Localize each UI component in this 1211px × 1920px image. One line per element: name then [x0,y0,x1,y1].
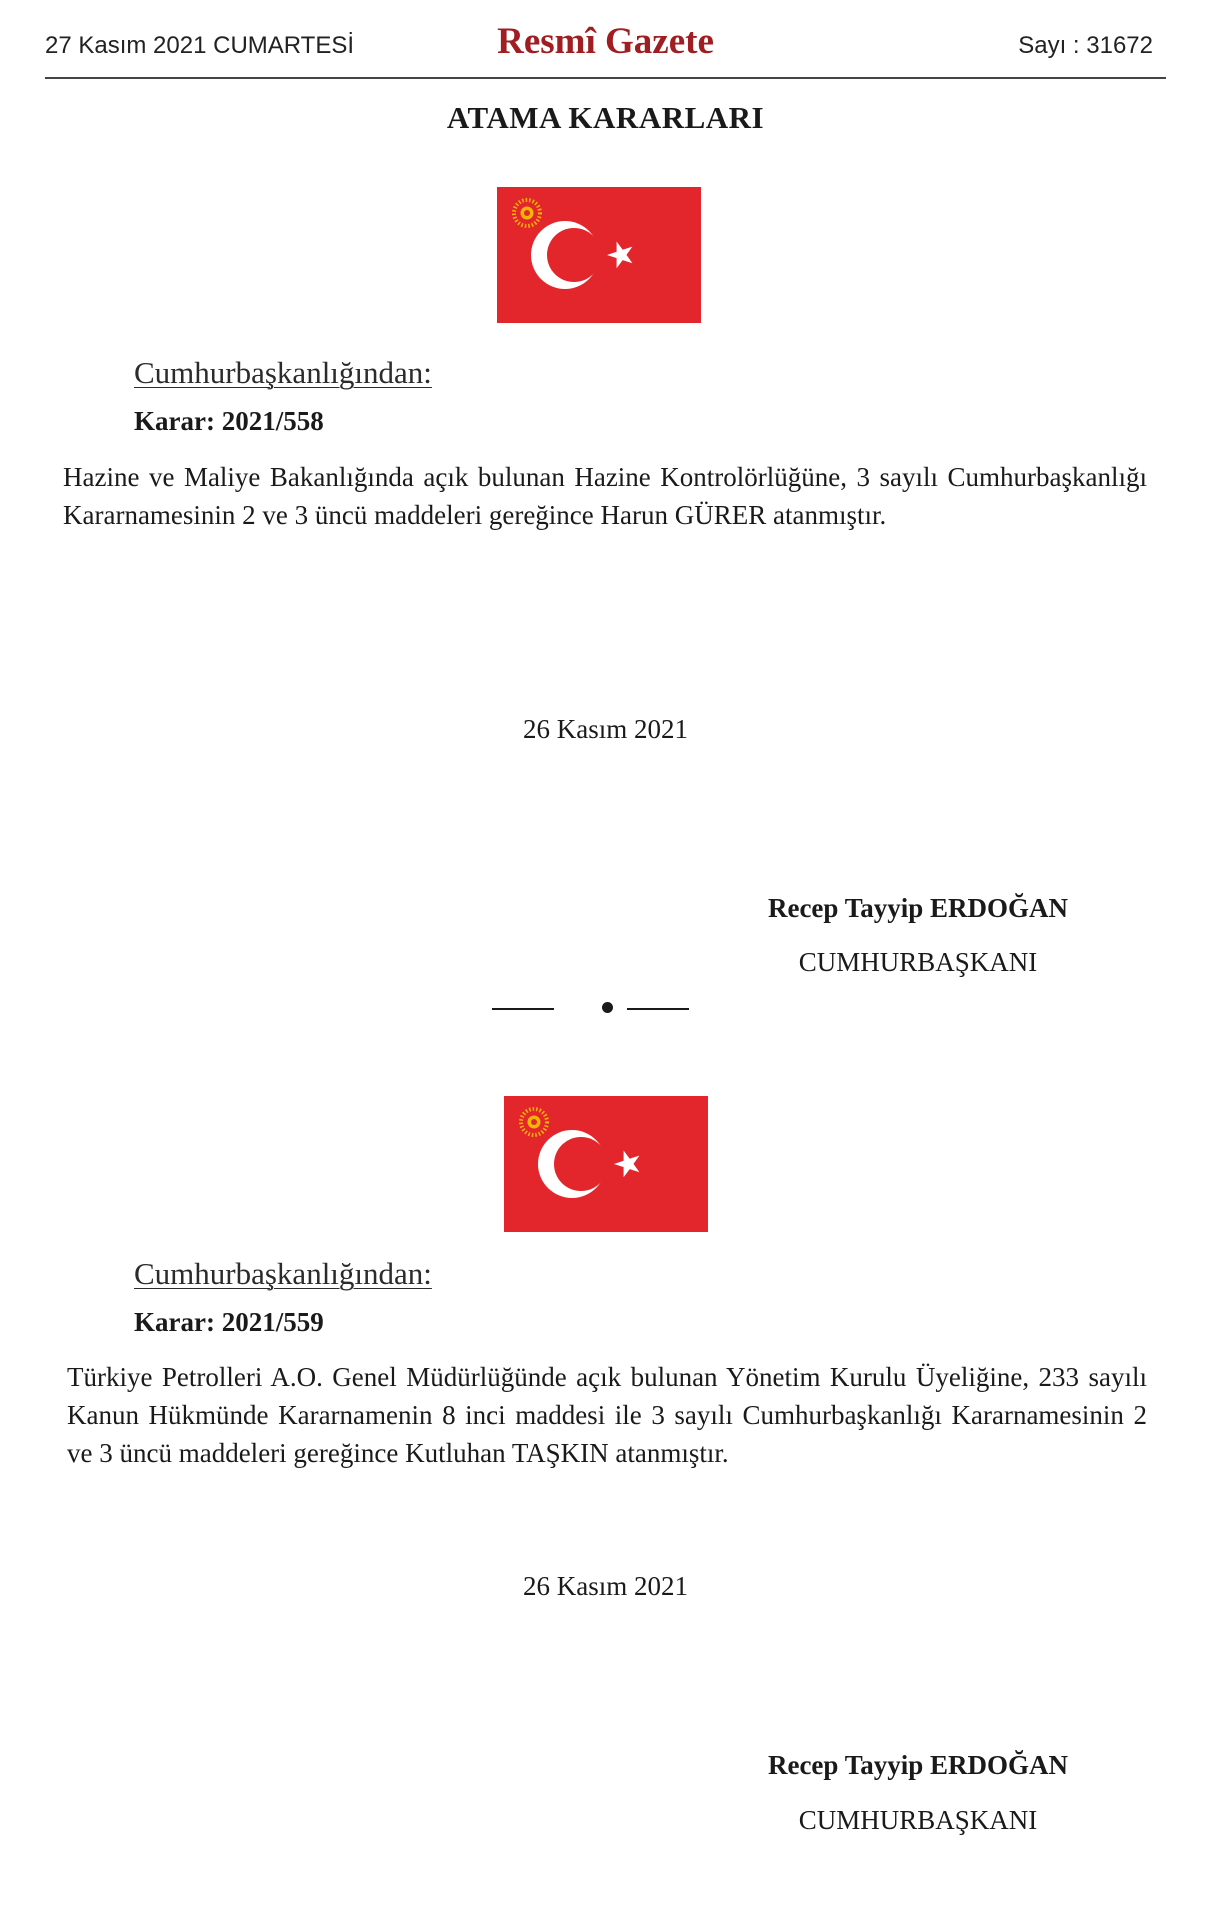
turkish-flag-icon [504,1096,708,1232]
section-separator [0,996,1211,1016]
separator-line-left [492,1008,554,1010]
decision-text: Hazine ve Maliye Bakanlığında açık bulunan Hazine Kontrolörlüğüne, 3 sayılı Cumhurbaşkanlığı Kararnamesinin 2 ve 3 üncü maddeleri gereğince Harun GÜRER atanmıştır. [63,462,1147,530]
decision-text: Türkiye Petrolleri A.O. Genel Müdürlüğünde açık bulunan Yönetim Kurulu Üyeliğine, 233 sayılı Kanun Hükmünde Kararnamenin 8 inci maddesi ile 3 sayılı Cumhurbaşkanlığı Kararnamesinin 2 ve 3 üncü maddeleri gereğince Kutluhan TAŞKIN atanmıştır. [67,1362,1147,1468]
masthead-title: Resmî Gazete [497,21,714,62]
turkish-flag-icon [497,187,701,323]
signer-title: CUMHURBAŞKANI [798,947,1038,977]
header-divider [45,77,1166,79]
issue-number: Sayı : 31672 [1018,32,1153,59]
decision-date: 26 Kasım 2021 [523,1571,688,1601]
issuer-label: Cumhurbaşkanlığından: [134,355,432,390]
decision-number: Karar: 2021/559 [134,1307,324,1337]
header-date: 27 Kasım 2021 CUMARTESİ [45,32,355,59]
signer-name: Recep Tayyip ERDOĞAN [767,893,1069,923]
signer-title: CUMHURBAŞKANI [798,1805,1038,1835]
separator-line-right [627,1008,689,1010]
issuer-label: Cumhurbaşkanlığından: [134,1256,432,1291]
separator-dot-icon [602,1002,613,1013]
signer-name: Recep Tayyip ERDOĞAN [767,1750,1069,1780]
section-title: ATAMA KARARLARI [446,100,765,135]
decision-date: 26 Kasım 2021 [523,714,688,744]
decision-number: Karar: 2021/558 [134,406,324,436]
